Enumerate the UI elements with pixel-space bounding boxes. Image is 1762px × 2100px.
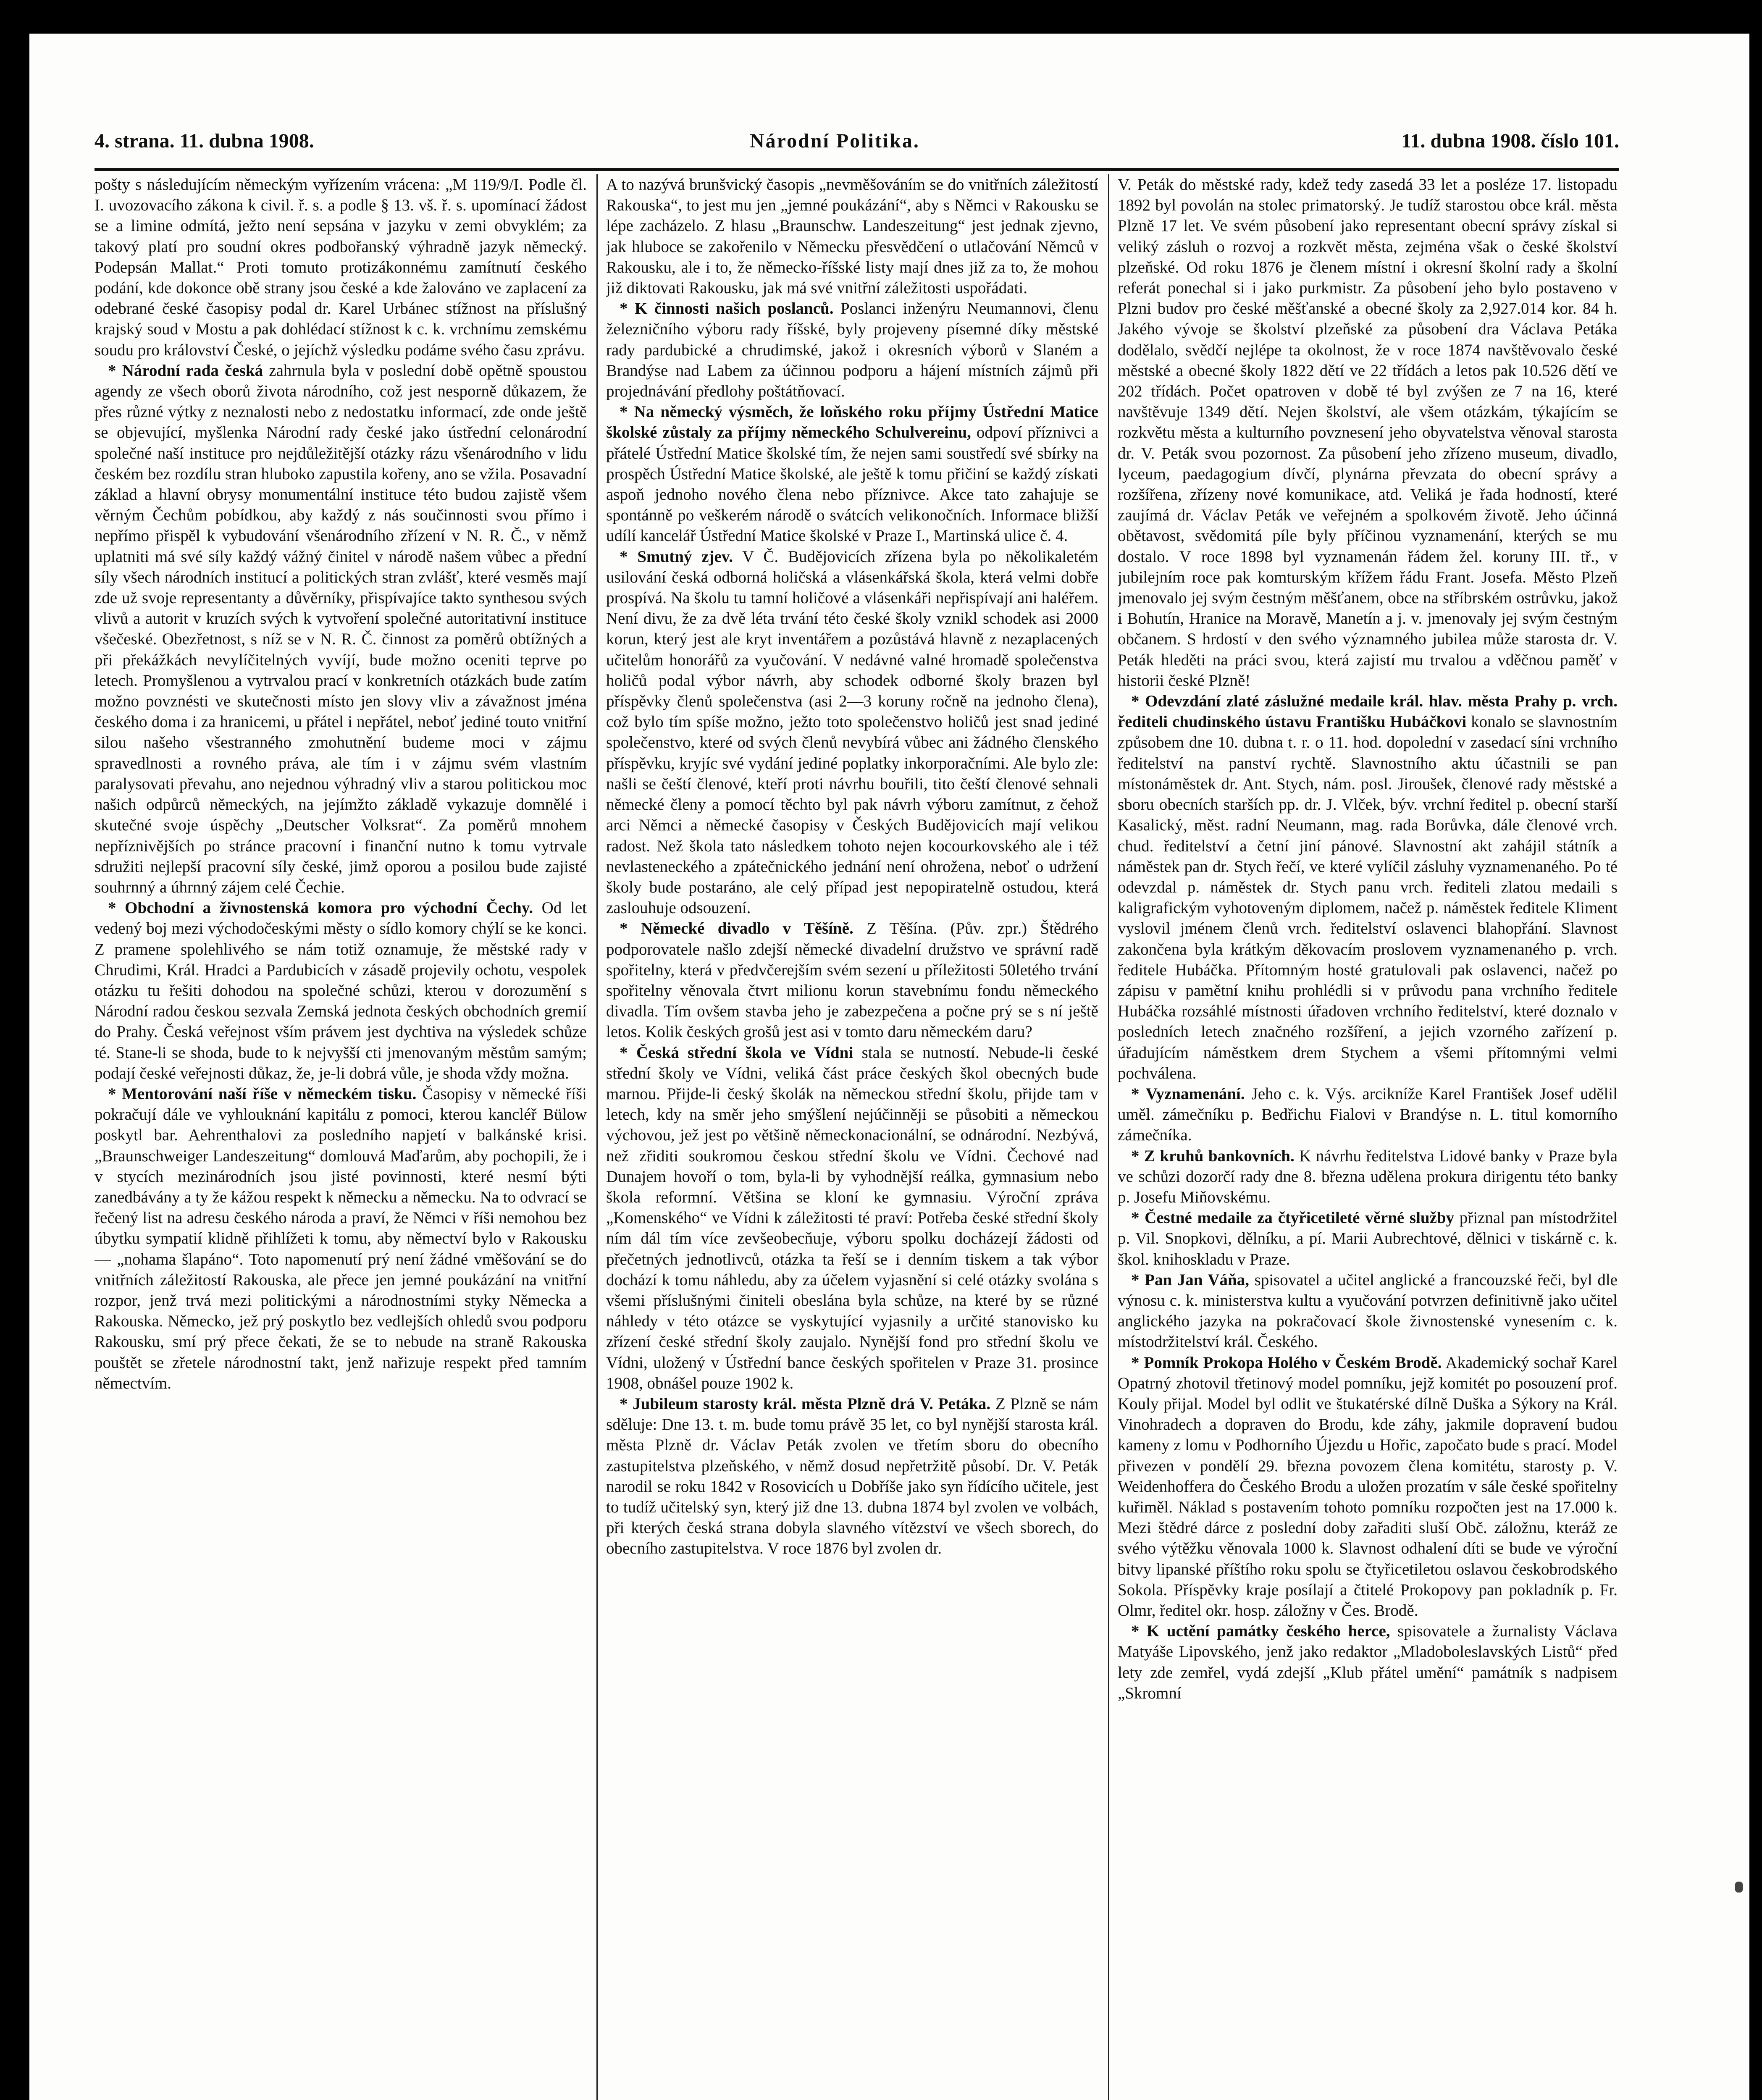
col2-heading-5: * Německé divadlo v Těšíně. — [620, 919, 853, 938]
col3-text-3: Jeho c. k. Výs. arcikníže Karel František Josef udělil uměl. zámečníku p. Bedřichu Fialovi v Brandýse n. L. titul komorního zámečníka. — [1118, 1084, 1618, 1144]
col2-item-6 — [606, 1042, 1098, 1394]
col2-item-4 — [606, 546, 1098, 919]
page-header — [95, 122, 1619, 171]
col3-text-2: konalo se slavnostním způsobem dne 10. dubna t. r. o 11. hod. dopolední v zasedací síni vrchního ředitelství na panství rychtě. Slavnostního aktu účastnili se pan místonáměstek dr. Ant. Stych, nám. posl. Jiroušek, členové rady městské a sboru obecních starších pp. dr. J. Vlček, býv. vrchní ředitel p. obecní starší Kasalický, měst. radní Neumann, mag. rada Borůvka, dále členové vrch. chud. ředitelství a četní jiní pánové. Slavnostní akt zahájil státník a náměstek pan dr. Stych řečí, ve které vylíčil zásluhy vyznamenaného. Po té odevzdal p. náměstek dr. Stych panu vrch. řediteli zlatou medaili s kaligrafickým vyhotoveným diplomem, načež p. náměstek ředitele Kliment vyslovil jménem členů vrch. ředitelství oslavenci blahopřání. Slavnost zakončena byla krátkým děkovacím proslovem vyznamenaného p. vrch. ředitele Hubáčka. Přítomným hosté gratulovali pak oslavenci, načež po zápisu v pamětní knihu prohlédli si v průvodu pana vrchního ředitele Hubáčka rozsáhlé místnosti úřadoven vrchního ředitelství, které doznalo v posledních letech značného rozšíření, a jejich vzorného zařízení p. úřadujícím náměstkem drem Stychem a všemi přítomnými velmi pochválena. — [1118, 713, 1618, 1082]
col1-heading-3: * Obchodní a živnostenská komora pro východní Čechy. — [108, 899, 533, 917]
col2-text-3: odpoví příznivci a přátelé Ústřední Matice školské tím, že nejen sami soustředí své sbírky na prospěch Ústřední Matice školské, ale ještě k tomu přičiní se každý získati aspoň jednoho nového člena nebo příznivce. Akce tato zahajuje se spontánně po veškerém národě o svátcích velikonočních. Informace bližší udílí kancelář Ústřední Matice školské v Praze I., Martinská ulice č. 4. — [606, 423, 1098, 545]
col3-text-7: Akademický sochař Karel Opatrný zhotovil třetinový model pomníku, jejž komitét po posouzení prof. Kouly přijal. Model byl odlit ve štukatérské dílně Duška a Sýkory na Král. Vinohradech a dopraven do Brodu, kde záhy, jakmile dopravení budou kameny z lomu v Podhorního Újezdu u Hořic, započato bude s prací. Model přivezen v pondělí 29. března povozem člena komitétu, starosty p. V. Weidenhoffera do Českého Brodu a uložen prozatím v sále české spořitelny kuřiměl. Náklad s postavením tohoto pomníku rozpočten jest na 17.000 k. Mezi štědré dárce z poslední doby zařaditi sluší Obč. záložnu, kteráž ze svého výtěžku věnovala 1000 k. Slavnost odhalení díti se bude ve výroční bitvy lipanské příštího roku spolu se čtyřicetiletou oslavou českobrodského Sokola. Příspěvky kraje posílají a čtitelé Prokopovy pan pokladník p. Fr. Olmr, ředitel okr. hosp. záložny v Čes. Brodě. — [1118, 1353, 1618, 1620]
col2-item-2 — [606, 298, 1098, 402]
col3-item-6 — [1118, 1270, 1618, 1352]
column-2 — [606, 174, 1098, 2100]
col3-heading-2: * Odevzdání zlaté záslužné medaile král. hlav. města Prahy p. vrch. řediteli chudinského ústavu Františku Hubáčkovi — [1118, 692, 1618, 731]
header-page-date: 4. strana. 11. dubna 1908. — [95, 130, 314, 152]
col1-item-3 — [95, 898, 587, 1084]
col1-heading-2: * Národní rada česká — [108, 361, 263, 380]
col1-text-3: Od let vedený boj mezi východočeskými městy o sídlo komory chýlí se ke konci. Z pramene spolehlivého se nám totiž oznamuje, že městské rady v Chrudimi, Král. Hradci a Pardubicích v zásadě projevily ochotu, vespolek otázku tu řešiti dohodou na společné schůzi, kterou v dorozumění s Národní radou českou sezvala Zemská jednota českých obchodních gremií do Prahy. Česká veřejnost vším právem jest dychtiva na výsledek schůze té. Stane-li se shoda, bude to k nejvyšší cti jmenovaným městům samým; podají české veřejnosti důkaz, že, je-li dobrá vůle, je shoda vždy možna. — [95, 899, 587, 1082]
col1-item-4 — [95, 1084, 587, 1394]
col1-paragraph-1: pošty s následujícím německým vyřízením vrácena: „M 119/9/I. Podle čl. I. uvozovacího zákona k civil. ř. s. a podle § 13. vš. ř. s. upomínací žádost se a limine odmítá, ježto není sepsána v jazyku v zemi obvyklém; za takový platí pro soudní okres podbořanský výhradně jazyk německý. Podepsán Mallat.“ Proti tomuto protizákonnému zamítnutí českého podání, kde dokonce obě strany jsou české a kde žalováno ve zaplacení za odebrané české časopisy podal dr. Karel Urbánec stížnost na příslušný krajský soud v Mostu a pak dohlédací stížnost k c. k. vrchnímu zemskému soudu pro království České, o jejíchž výsledku podáme svého času zprávu. — [95, 176, 587, 359]
col2-heading-4: * Smutný zjev. — [620, 547, 733, 566]
col2-text-7: Z Plzně se nám sděluje: Dne 13. t. m. bude tomu právě 35 let, co byl nynější starosta král. města Plzně dr. Václav Peták zvolen ve třetím sboru do obecního zastupitelstva plzeňského, v němž dosud nepřetržitě působí. Dr. V. Peták narodil se roku 1842 v Rosovicích u Dobříše jako syn řídícího učitele, jest to tudíž učitelský syn, který již dne 13. dubna 1874 byl zvolen ve volbách, při kterých česká strana dobyla slavného vítězství ve všech sborech, do obecního zastupitelstva. V roce 1876 byl zvolen dr. — [606, 1394, 1098, 1558]
col3-item-7 — [1118, 1352, 1618, 1621]
col2-item-5 — [606, 918, 1098, 1042]
col2-heading-7: * Jubileum starosty král. města Plzně drá V. Petáka. — [620, 1394, 991, 1413]
column-1 — [95, 174, 587, 2100]
col3-item-8 — [1118, 1621, 1618, 1704]
col2-text-2: Poslanci inženýru Neumannovi, členu železničního výboru rady říšské, byly projeveny písemné díky městské rady pardubické a chrudimské, jakož i okresních výborů v Slaném a Brandýse nad Labem za účinnou podporu a hájení místních zájmů při projednávání předlohy poštátňovací. — [606, 299, 1098, 401]
col3-item-5 — [1118, 1208, 1618, 1270]
col2-heading-6: * Česká střední škola ve Vídni — [620, 1043, 853, 1062]
col3-heading-8: * K uctění památky českého herce, — [1131, 1622, 1390, 1641]
col3-text-6: spisovatel a učitel anglické a francouzské řeči, byl dle výnosu c. k. ministerstva kultu a vyučování potvrzen definitivně jako učitel anglického jazyka na pokračovací škole živnostenské vynesením c. k. místodržitelství král. Českého. — [1118, 1270, 1618, 1351]
col2-text-4: V Č. Budějovicích zřízena byla po několikaletém usilování česká odborná holičská a vlásenkářská škola, která velmi dobře prospívá. Na školu tu tamní holičové a vlásenkáři nepřispívají ani haléřem. Není divu, že za dvě léta trvání této české školy vznikl schodek asi 2000 korun, který jest ale kryt inventářem a pozůstává hlavně z nezaplacených učitelům honorářů za vyučování. V nedávné valné hromadě společenstva holičů podal výbor návrh, aby schodek odborné školy brazen byl příspěvky členů společenstva (asi 2—3 koruny ročně na jednoho člena), což bylo tím spíše možno, ježto toto společenstvo holičů jest snad jediné společenstvo, které od svých členů nevybírá vůbec ani žádného členského příspěvku, kryjíc své vydání jediné poplatky inkorporačními. Ale bylo zle: našli se čeští členové, kteří proti návrhu bouřili, tito čeští členové sehnali německé členy a pomocí těchto byl pak návrh výboru zamítnut, z čehož arci Němci a německé časopisy v Českých Budějovicích mají velikou radost. Než škola tato následkem tohoto nejen kocourkovského ale i též nevlasteneckého a zpátečnického jednání není ohrožena, neboť o udržení školy bude postaráno, ale celý případ jest nepopiratelně ostudou, která zaslouhuje odsouzení. — [606, 547, 1098, 917]
col2-heading-2: * K činnosti našich poslanců. — [620, 299, 834, 318]
col3-item-4 — [1118, 1146, 1618, 1208]
col3-paragraph-1: V. Peták do městské rady, kdež tedy zasedá 33 let a posléze 17. listopadu 1892 byl povolán na stolec primatorský. Je tudíž starostou obce král. města Plzně 17 let. Ve svém působení jako representant obecní správy získal si veliký zásluh o rozvoj a rozkvět města, zejména však o české školství plzeňské. Od roku 1876 je členem místní i okresní školní rady a školní referát ponechal si i jako purkmistr. Za působení jeho bylo postaveno v Plzni budov pro české měšťanské a obecné školy za 2,927.014 kor. 84 h. Jakého vývoje se školství plzeňské za působení dra Václava Petáka dodělalo, svědčí nejlépe ta okolnost, že v roce 1874 navštěvovalo české městské a obecné školy 1822 dětí ve 22 třídách a letos pak 10.526 dětí ve 202 třídách. Počet opatroven v době té byl zvýšen ze 7 na 16, které navštěvuje 1349 dětí. Nejen školství, ale všem otázkám, týkajícím se rozkvětu města a kulturního povznesení jeho obyvatelstva věnoval starosta dr. V. Peták svou pozornost. Za působení jeho zřízeno museum, divadlo, lyceum, paedagogium dívčí, plynárna převzata do obecní správy a rozšířena, zřízeny nové komunikace, atd. Veliká je řada hodností, které zaujímá dr. Václav Peták ve veřejném a spolkovém životě. Jeho účinná obětavost, svědomitá píle byly příčinou vyznamenání, kterých se mu dostalo. V roce 1898 byl vyznamenán řádem žel. koruny III. tř., v jubilejním roce pak komturským křížem řádu Frant. Josefa. Město Plzeň jmenovalo jej svým čestným měšťanem, obce na stříbrském ostrůvku, jakož i Bohutín, Hranice na Moravě, Manetín a j. v. jmenovaly jej svým čestným občanem. S hrdostí v den svého významného jubilea může starosta dr. V. Peták hleděti na práci svou, která zajistí mu trvalou a vděčnou paměť v historii české Plzně! — [1118, 176, 1618, 690]
col3-item-2 — [1118, 691, 1618, 1084]
col2-item-3 — [606, 402, 1098, 546]
col3-text-5: přiznal pan místodržitel p. Vil. Snopkovi, dělníku, a pí. Marii Aubrechtové, dělnici v tiskárně c. k. škol. knihoskladu v Praze. — [1118, 1209, 1618, 1268]
col2-heading-3: * Na německý výsměch, že loňského roku příjmy Ústřední Matice školské zůstaly za příjmy německého Schulvereinu, — [606, 403, 1098, 442]
col1-text-2: zahrnula byla v poslední době opětně spoustou agendy ze všech oborů života národního, což jest nesporně důkazem, že přes různé výtky z neznalosti nebo z nedostatku informací, zde onde ještě se objevující, myšlenka Národní rady české jako ústřední celonárodní společné naší instituce pro nejdůležitější otázky rázu všenárodního v lidu českém bez rozdílu stran hluboko zapustila kořeny, ano se vžila. Posavadní základ a hlavní obrysy monumentální instituce této budou zajistě všem věrným Čechům pobídkou, aby každý z nás součinnosti svou přímo i nepřímo přispěl k vybudování všenárodního zřízení v N. R. Č., v němž uplatniti má své síly každý vážný činitel v národě našem vůbec a přední síly všech národních institucí a politických stran zvlášť, které vesměs mají zde už svoje representanty a důvěrníky, přispívajíce takto synthesou svých vlivů a autorit v kruzích svých k vytvoření společné autoritativní instituce všečeské. Obezřetnost, s níž se v N. R. Č. činnost za poměrů obtížných a při překážkách nevylíčitelných vyvíjí, bude možno oceniti teprve po letech. Promyšlenou a vytrvalou prací v konkretních otázkách bude zatím možno povznésti ve skutečnosti místo jen slovy vliv a závažnost jména českého doma i za hranicemi, u přátel i nepřátel, neboť jediné touto vnitřní silou našeho všestranného zmohutnění budeme moci v zájmu spravedlnosti a rovného práva, ale tím i v zájmu svém vlastním paralysovati převahu, ano nejednou výhradný vliv a starou politickou moc našich odpůrců německých, na jejímžto základě vykazuje domnělé i skutečné svoje úspěchy „Deutscher Volksrat“. Za poměrů mnohem nepříznivějších po stránce pracovní i finanční nutno k tomu vytrvale sdružiti nejlepší pracovní síly české, jimž oporou a posilou bude zajisté souhrnný a úhrnný zájem celé Čechie. — [95, 361, 587, 896]
col2-paragraph-1: A to nazývá brunšvický časopis „nevměšováním se do vnitřních záležitostí Rakouska“, to jest mu jen „jemné poukázání“, aby s Němci v Rakousku se lépe zacházelo. Z hlasu „Braunschw. Landeszeitung“ jest jednak zjevno, jak hluboce se zakořenilo v Německu přesvědčení o utlačování Němců v Rakousku, ale i to, že německo-říšské listy mají dnes již za to, že mohou již diktovati Rakousku, jak má své vnitřní záležitosti uspořádati. — [606, 176, 1098, 297]
col3-text-4: K návrhu ředitelstva Lidové banky v Praze byla ve schůzi dozorčí rady dne 8. března udělena prokura dirigentu této banky p. Josefu Miňovskému. — [1118, 1147, 1618, 1206]
col1-item-2 — [95, 360, 587, 898]
col2-text-5: Z Těšína. (Pův. zpr.) Štědrého podporovatele našlo zdejší německé divadelní družstvo ve správní radě spořitelny, která v předvčerejším svém sezení u příležitosti 50letého trvání spořitelny věnovala čtvrt milionu korun stavebnímu fondu německého divadla. Tím ovšem stavba jeho je zabezpečena a počne prý se s ní ještě letos. Kolik českých grošů jest asi v tomto daru německém daru? — [606, 919, 1098, 1041]
col2-item-7 — [606, 1394, 1098, 1559]
col3-heading-6: * Pan Jan Váňa, — [1131, 1270, 1249, 1289]
col2-text-6: stala se nutností. Nebude-li české střední školy ve Vídni, veliká část práce českých škol obecných bude marnou. Přijde-li český školák na německou střední školu, přijde tam v letech, kdy na směr jeho smýšlení nejúčinněji se působiti a německou výchovou, jež jest po většině německonacionální, se odnárodní. Nezbývá, než zřiditi soukromou českou střední školu ve Vídni. Čechové nad Dunajem hovoří o tom, byla-li by vyhodnější reálka, gymnasium nebo škola reformní. Většina se kloní ke gymnasiu. Výroční zpráva „Komenského“ ve Vídni k záležitosti té praví: Potřeba české střední školy ním dál tím více zevšeobecňuje, výboru spolku docházejí žádosti od přečetných jednotlivců, otázka ta řeší se i denním tiskem a tak výbor dochází k tomu náhledu, aby za účelem vyjasnění si celé otázky svolána s všemi příslušnými činiteli obeslána byla schůze, na které by se různé náhledy v této otázce se vyskytující vyjasnily a určité stanovisko ku zřízení české střední školy zaujalo. Nynější fond pro střední školu ve Vídni, uložený v Ústřední bance českých spořitelen v Praze 31. prosince 1908, obnášel pouze 1902 k. — [606, 1043, 1098, 1392]
col1-text-4: Časopisy v německé říši pokračují dále ve vyhlouknání kapitálu z pomoci, kterou kancléř Bülow poskytl bar. Aehrenthalovi za posledního napjetí v balkánské krisi. „Braunschweiger Landeszeitung“ domlouvá Maďarům, aby pochopili, že i v stycích mezinárodních jsou jisté povinnosti, které nesmí býti zanedbávány a ty že kážou respekt k německu a německu. Na to odvrací se řečený list na adresu českého národa a praví, že Němci v říši nemohou bez úbytku sympatií klidně přihlížeti k tomu, aby němectví bylo v Rakousku — „nohama šlapáno“. Toto napomenutí prý není žádné vměšování se do vnitřních záležitostí Rakouska, ale přece jen jemné poukázání na vnitřní rozpor, jenž trvá mezi politickými a národnostními styky Německa a Rakouska. Německo, jež prý poskytlo bez vedlejších ohledů svou podporu Rakousku, smí prý přece čekati, že se to nebude na straně Rakouska pouštět se zřetele národnostní takt, jenž nařizuje respekt před tamním němectvím. — [95, 1084, 587, 1392]
newspaper-page — [95, 122, 1619, 2100]
header-issue: 11. dubna 1908. číslo 101. — [1401, 130, 1619, 152]
column-rule-2 — [1108, 174, 1109, 2100]
column-3 — [1118, 174, 1618, 2100]
col3-heading-7: * Pomník Prokopa Holého v Českém Brodě. — [1131, 1353, 1442, 1372]
col3-heading-3: * Vyznamenání. — [1131, 1084, 1245, 1103]
column-rule-1 — [596, 174, 598, 2100]
col3-item-3 — [1118, 1084, 1618, 1146]
col3-heading-4: * Z kruhů bankovních. — [1131, 1147, 1295, 1165]
col3-text-8: spisovatele a žurnalisty Václava Matyáše Lipovského, jenž jako redaktor „Mladoboleslavských Listů“ před lety zde zemřel, vydá zdejší „Klub přátel umění“ památník s nadpisem „Skromní — [1118, 1622, 1618, 1702]
header-title: Národní Politika. — [750, 130, 920, 152]
ink-spot — [1735, 1882, 1743, 1893]
col1-heading-4: * Mentorování naší říše v německém tisku. — [108, 1084, 417, 1103]
col3-heading-5: * Čestné medaile za čtyřicetileté věrné služby — [1131, 1209, 1455, 1227]
